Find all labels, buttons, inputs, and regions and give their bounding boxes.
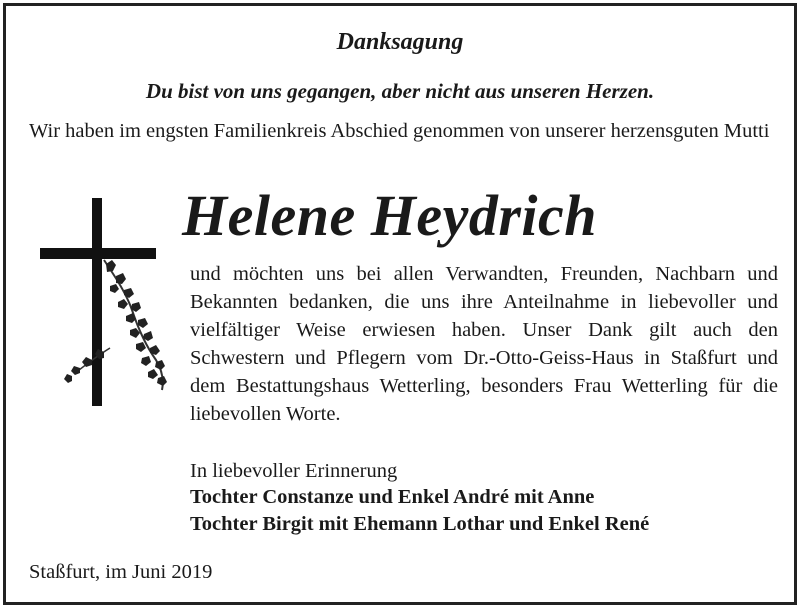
- thanks-body-text: und möchten uns bei allen Verwandten, Freunden, Nachbarn und Bekannten bedanken, die uns ihre Anteilnahme in liebevoller und vielfältiger Weise erwiesen haben. Unser Dank gilt auch den Schwestern und Pflegern vom Dr.-Otto-Geiss-Haus in Staßfurt und dem Bestattungshaus Wetterling, besonders Frau Wetterling für die liebevollen Worte.: [190, 263, 778, 425]
- deceased-name: Helene Heydrich: [182, 183, 598, 248]
- signatory-line: Tochter Constanze und Enkel André mit Anne: [190, 486, 595, 508]
- place-date: Staßfurt, im Juni 2019: [29, 561, 213, 583]
- cross-with-ivy-icon: [34, 198, 174, 408]
- notice-motto: Du bist von uns gegangen, aber nicht aus unseren Herzen.: [145, 79, 655, 103]
- notice-frame: [3, 3, 797, 605]
- closing-line: In liebevoller Erinnerung: [190, 460, 398, 482]
- intro-text: Wir haben im engsten Familienkreis Abschied genommen von unserer herzensguten Mutti: [29, 120, 770, 142]
- signatory-line: Tochter Birgit mit Ehemann Lothar und Enkel René: [190, 513, 650, 535]
- notice-heading: Danksagung: [336, 29, 464, 55]
